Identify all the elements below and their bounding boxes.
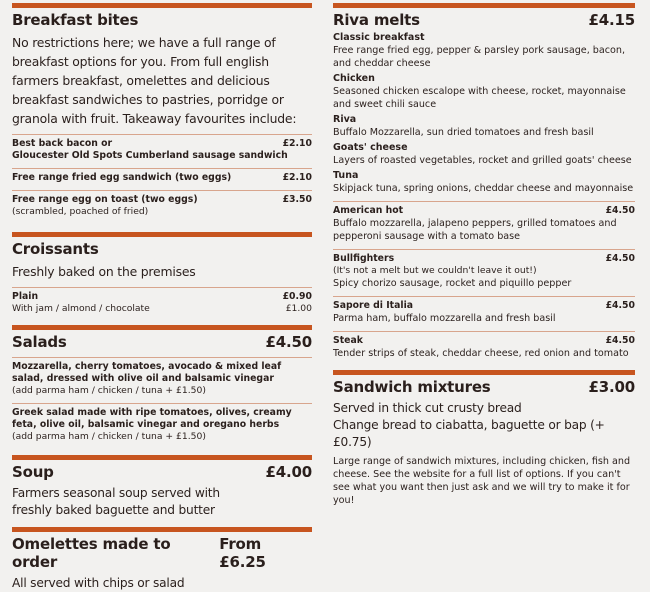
- section-title: Riva melts: [333, 11, 420, 29]
- item-name: Gloucester Old Spots Cumberland sausage sandwich: [12, 150, 288, 161]
- menu-item: [333, 205, 635, 217]
- section-divider: [12, 325, 312, 330]
- item-desc: Buffalo mozzarella, jalapeno peppers, grilled tomatoes and pepperoni sausage with a tomato base: [333, 218, 617, 242]
- menu-item: [333, 300, 635, 312]
- menu-item: [12, 194, 312, 206]
- croissants-section: [12, 232, 312, 315]
- item-price: £3.50: [282, 194, 312, 205]
- item-name: With jam / almond / chocolate: [12, 303, 150, 314]
- item-name: Free range fried egg sandwich (two eggs): [12, 172, 232, 183]
- item-name: Classic breakfast: [333, 32, 425, 43]
- menu-item: [12, 172, 312, 184]
- section-price: £3.00: [588, 378, 635, 396]
- menu-item: [12, 138, 312, 150]
- menu-item: [12, 407, 312, 431]
- item-name: Riva: [333, 114, 357, 125]
- section-divider: [12, 232, 312, 237]
- section-divider: [12, 527, 312, 532]
- soup-section: [12, 455, 312, 519]
- left-column: [12, 0, 312, 592]
- section-price: £4.00: [265, 463, 312, 481]
- item-price: £4.50: [605, 205, 635, 216]
- omelettes-section: [12, 527, 312, 592]
- item-price: £4.50: [605, 253, 635, 264]
- item-desc: Skipjack tuna, spring onions, cheddar cheese and mayonnaise: [333, 183, 634, 194]
- right-column: [333, 0, 635, 507]
- menu-item: [333, 253, 635, 265]
- item-name: Best back bacon or: [12, 138, 113, 149]
- item-divider: [12, 287, 312, 288]
- menu-item: [333, 335, 635, 347]
- item-name: Tuna: [333, 170, 359, 181]
- item-price: £4.50: [605, 300, 635, 311]
- item-name: Free range egg on toast (two eggs): [12, 194, 198, 205]
- item-desc: Spicy chorizo sausage, rocket and piquillo pepper: [333, 278, 572, 289]
- item-divider: [12, 403, 312, 404]
- item-desc: Greek salad made with ripe tomatoes, olives, creamy feta, olive oil, balsamic vinegar and oregano herbs: [12, 407, 292, 430]
- section-divider: [12, 455, 312, 460]
- item-name: Chicken: [333, 73, 375, 84]
- item-name: Bullfighters: [333, 253, 395, 264]
- item-price: £4.50: [605, 335, 635, 346]
- item-note: (add parma ham / chicken / tuna + £1.50): [12, 431, 206, 442]
- salads-section: [12, 325, 312, 443]
- menu-item: [12, 303, 312, 315]
- section-title: Soup: [12, 463, 54, 481]
- item-desc: Free range fried egg, pepper & parsley pork sausage, bacon, and cheddar cheese: [333, 45, 626, 69]
- section-divider: [333, 3, 635, 8]
- section-title: Breakfast bites: [12, 11, 139, 29]
- item-note: (scrambled, poached of fried): [12, 206, 149, 217]
- item-note: (add parma ham / chicken / tuna + £1.50): [12, 385, 206, 396]
- item-price: £2.10: [282, 138, 312, 149]
- section-title: Croissants: [12, 240, 99, 258]
- sandwich-section: [333, 370, 635, 507]
- item-divider: [12, 357, 312, 358]
- item-name: American hot: [333, 205, 404, 216]
- item-divider: [333, 249, 635, 250]
- melts-section: [333, 3, 635, 360]
- menu-item-cont: [12, 150, 312, 162]
- breakfast-section: [12, 3, 312, 218]
- item-price: £2.10: [282, 172, 312, 183]
- section-desc: Large range of sandwich mixtures, including chicken, fish and cheese. See the website for a full list of options. If you can't see what you want then just ask and we will try to make it for you!: [333, 456, 631, 506]
- item-price: £0.90: [282, 291, 312, 302]
- item-divider: [333, 296, 635, 297]
- item-name: Plain: [12, 291, 39, 302]
- item-desc: Layers of roasted vegetables, rocket and grilled goats' cheese: [333, 155, 632, 166]
- section-line: Served in thick cut crusty bread: [333, 401, 522, 415]
- item-desc: Buffalo Mozzarella, sun dried tomatoes and fresh basil: [333, 127, 594, 138]
- item-divider: [12, 134, 312, 135]
- item-desc: Tender strips of steak, cheddar cheese, red onion and tomato: [333, 348, 629, 359]
- section-line: Change bread to ciabatta, baguette or bap (+£0.75): [333, 418, 605, 449]
- section-desc: All served with chips or salad: [12, 576, 185, 590]
- menu-item: [12, 361, 312, 385]
- item-divider: [333, 201, 635, 202]
- item-name: Steak: [333, 335, 363, 346]
- menu-item: [12, 291, 312, 303]
- item-name: Goats' cheese: [333, 142, 408, 153]
- section-desc: Farmers seasonal soup served with freshly baked baguette and butter: [12, 486, 220, 517]
- section-price: From £6.25: [219, 535, 266, 571]
- item-desc: Mozzarella, cherry tomatoes, avocado & mixed leaf salad, dressed with olive oil and balsamic vinegar: [12, 361, 282, 384]
- item-name: Sapore di Italia: [333, 300, 414, 311]
- item-price: £1.00: [285, 303, 312, 314]
- section-title: Omelettes made to order: [12, 535, 171, 571]
- section-divider: [12, 3, 312, 8]
- item-divider: [12, 168, 312, 169]
- item-desc: Parma ham, buffalo mozzarella and fresh basil: [333, 313, 556, 324]
- section-price: £4.15: [588, 11, 635, 29]
- item-note: (It's not a melt but we couldn't leave it out!): [333, 265, 537, 276]
- section-intro: Freshly baked on the premises: [12, 264, 196, 279]
- item-divider: [12, 190, 312, 191]
- section-title: Sandwich mixtures: [333, 378, 491, 396]
- section-divider: [333, 370, 635, 375]
- item-desc: Seasoned chicken escalope with cheese, rocket, mayonnaise and sweet chili sauce: [333, 86, 626, 110]
- section-title: Salads: [12, 333, 67, 351]
- item-divider: [333, 331, 635, 332]
- section-intro: No restrictions here; we have a full range of breakfast options for you. From full english farmers breakfast, omelettes and delicious breakfast sandwiches to pastries, porridge or granola with fruit. Takeaway favourites include:: [12, 35, 297, 126]
- section-price: £4.50: [265, 333, 312, 351]
